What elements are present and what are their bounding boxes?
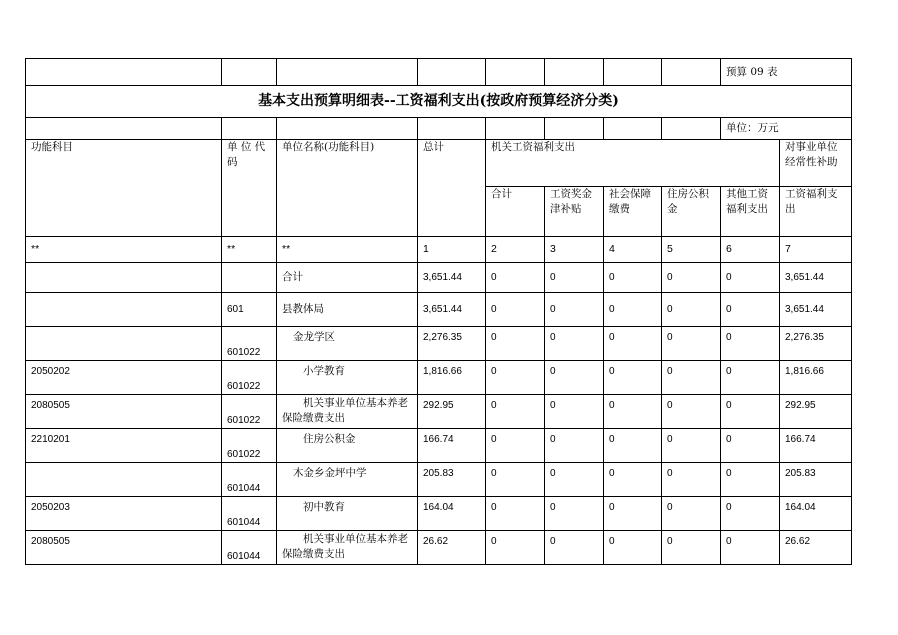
- value-cell: 0: [486, 361, 545, 395]
- value-cell: 292.95: [780, 395, 852, 429]
- total-cell: 26.62: [418, 531, 486, 565]
- value-cell: 0: [486, 327, 545, 361]
- value-cell: 0: [604, 361, 662, 395]
- value-cell: 0: [721, 463, 780, 497]
- value-cell: 0: [662, 531, 721, 565]
- value-cell: 0: [545, 395, 604, 429]
- total-cell: 2,276.35: [418, 327, 486, 361]
- func-subject-cell: 2050202: [26, 361, 222, 395]
- index-cell: 7: [780, 237, 852, 263]
- value-cell: 0: [721, 361, 780, 395]
- unit-row: [26, 118, 852, 140]
- value-cell: 0: [604, 497, 662, 531]
- func-subject-cell: 2050203: [26, 497, 222, 531]
- unit-name-cell: 县教体局: [277, 293, 418, 327]
- header-org-group: 机关工资福利支出: [486, 140, 780, 187]
- value-cell: 0: [545, 463, 604, 497]
- unit-name-cell: 木金乡金坪中学: [277, 463, 418, 497]
- unit-label: 单位：万元: [721, 118, 852, 140]
- total-cell: 205.83: [418, 463, 486, 497]
- value-cell: 0: [662, 497, 721, 531]
- unit-name-cell: 小学教育: [277, 361, 418, 395]
- value-cell: 0: [721, 395, 780, 429]
- value-cell: 0: [662, 361, 721, 395]
- value-cell: 0: [486, 497, 545, 531]
- total-cell: 292.95: [418, 395, 486, 429]
- value-cell: 0: [721, 429, 780, 463]
- func-subject-cell: 2080505: [26, 395, 222, 429]
- table-row: [26, 531, 852, 565]
- header-social-security: 社会保障缴费: [604, 187, 662, 237]
- func-subject-cell: 2080505: [26, 531, 222, 565]
- value-cell: 0: [604, 327, 662, 361]
- header-unit-name: 单位名称(功能科目): [277, 140, 418, 237]
- value-cell: 0: [545, 361, 604, 395]
- value-cell: 0: [545, 263, 604, 293]
- func-subject-cell: [26, 293, 222, 327]
- top-row: [26, 59, 852, 86]
- table-row: [26, 327, 852, 361]
- table-row: [26, 361, 852, 395]
- value-cell: 0: [486, 463, 545, 497]
- value-cell: 205.83: [780, 463, 852, 497]
- value-cell: 0: [486, 395, 545, 429]
- value-cell: 0: [604, 463, 662, 497]
- table-row: [26, 395, 852, 429]
- value-cell: 0: [604, 263, 662, 293]
- unit-code-cell: [222, 263, 277, 293]
- header-unit-code: 单 位 代 码: [222, 140, 277, 237]
- value-cell: 0: [604, 395, 662, 429]
- value-cell: 2,276.35: [780, 327, 852, 361]
- unit-name-cell: 合计: [277, 263, 418, 293]
- unit-code-cell: 601022: [222, 327, 277, 361]
- value-cell: 0: [486, 293, 545, 327]
- table-row: [26, 293, 852, 327]
- value-cell: 0: [486, 263, 545, 293]
- budget-table: [25, 58, 852, 565]
- header-wage-welfare: 工资福利支出: [780, 187, 852, 237]
- unit-code-cell: 601044: [222, 531, 277, 565]
- index-cell: 1: [418, 237, 486, 263]
- index-cell: 6: [721, 237, 780, 263]
- value-cell: 0: [721, 497, 780, 531]
- value-cell: 3,651.44: [780, 293, 852, 327]
- unit-name-cell: 住房公积金: [277, 429, 418, 463]
- func-subject-cell: [26, 263, 222, 293]
- value-cell: 26.62: [780, 531, 852, 565]
- table-number: 预算 09 表: [721, 59, 852, 86]
- page-title: 基本支出预算明细表--工资福利支出(按政府预算经济分类): [26, 86, 852, 118]
- index-cell: **: [277, 237, 418, 263]
- unit-code-cell: 601: [222, 293, 277, 327]
- index-cell: **: [26, 237, 222, 263]
- total-cell: 166.74: [418, 429, 486, 463]
- index-cell: 2: [486, 237, 545, 263]
- value-cell: 0: [604, 531, 662, 565]
- value-cell: 0: [486, 531, 545, 565]
- unit-code-cell: 601044: [222, 497, 277, 531]
- value-cell: 1,816.66: [780, 361, 852, 395]
- header-sub-total: 合计: [486, 187, 545, 237]
- index-cell: 3: [545, 237, 604, 263]
- value-cell: 0: [545, 531, 604, 565]
- header-wage-bonus: 工资奖金津补贴: [545, 187, 604, 237]
- value-cell: 0: [721, 293, 780, 327]
- header-other-wage: 其他工资福利支出: [721, 187, 780, 237]
- unit-name-cell: 初中教育: [277, 497, 418, 531]
- header-subsidy-group: 对事业单位经常性补助: [780, 140, 852, 187]
- total-cell: 3,651.44: [418, 263, 486, 293]
- value-cell: 0: [545, 429, 604, 463]
- unit-code-cell: 601044: [222, 463, 277, 497]
- value-cell: 0: [662, 327, 721, 361]
- unit-name-cell: 机关事业单位基本养老保险缴费支出: [277, 531, 418, 565]
- table-row: [26, 263, 852, 293]
- value-cell: 0: [662, 429, 721, 463]
- table-row: [26, 497, 852, 531]
- index-row: [26, 237, 852, 263]
- value-cell: 0: [604, 293, 662, 327]
- table-row: [26, 429, 852, 463]
- index-cell: **: [222, 237, 277, 263]
- func-subject-cell: [26, 327, 222, 361]
- total-cell: 3,651.44: [418, 293, 486, 327]
- value-cell: 0: [721, 531, 780, 565]
- total-cell: 1,816.66: [418, 361, 486, 395]
- func-subject-cell: 2210201: [26, 429, 222, 463]
- unit-code-cell: 601022: [222, 429, 277, 463]
- value-cell: 0: [545, 293, 604, 327]
- index-cell: 5: [662, 237, 721, 263]
- table-row: [26, 463, 852, 497]
- value-cell: 0: [545, 327, 604, 361]
- value-cell: 0: [486, 429, 545, 463]
- value-cell: 0: [721, 327, 780, 361]
- value-cell: 164.04: [780, 497, 852, 531]
- total-cell: 164.04: [418, 497, 486, 531]
- value-cell: 166.74: [780, 429, 852, 463]
- func-subject-cell: [26, 463, 222, 497]
- value-cell: 0: [662, 293, 721, 327]
- value-cell: 0: [662, 395, 721, 429]
- value-cell: 0: [604, 429, 662, 463]
- unit-name-cell: 机关事业单位基本养老保险缴费支出: [277, 395, 418, 429]
- header-row-1: [26, 140, 852, 187]
- value-cell: 0: [545, 497, 604, 531]
- unit-code-cell: 601022: [222, 395, 277, 429]
- unit-code-cell: 601022: [222, 361, 277, 395]
- value-cell: 3,651.44: [780, 263, 852, 293]
- value-cell: 0: [721, 263, 780, 293]
- value-cell: 0: [662, 463, 721, 497]
- unit-name-cell: 金龙学区: [277, 327, 418, 361]
- header-func-subject: 功能科目: [26, 140, 222, 237]
- title-row: [26, 86, 852, 118]
- value-cell: 0: [662, 263, 721, 293]
- header-total: 总计: [418, 140, 486, 237]
- index-cell: 4: [604, 237, 662, 263]
- header-housing-fund: 住房公积金: [662, 187, 721, 237]
